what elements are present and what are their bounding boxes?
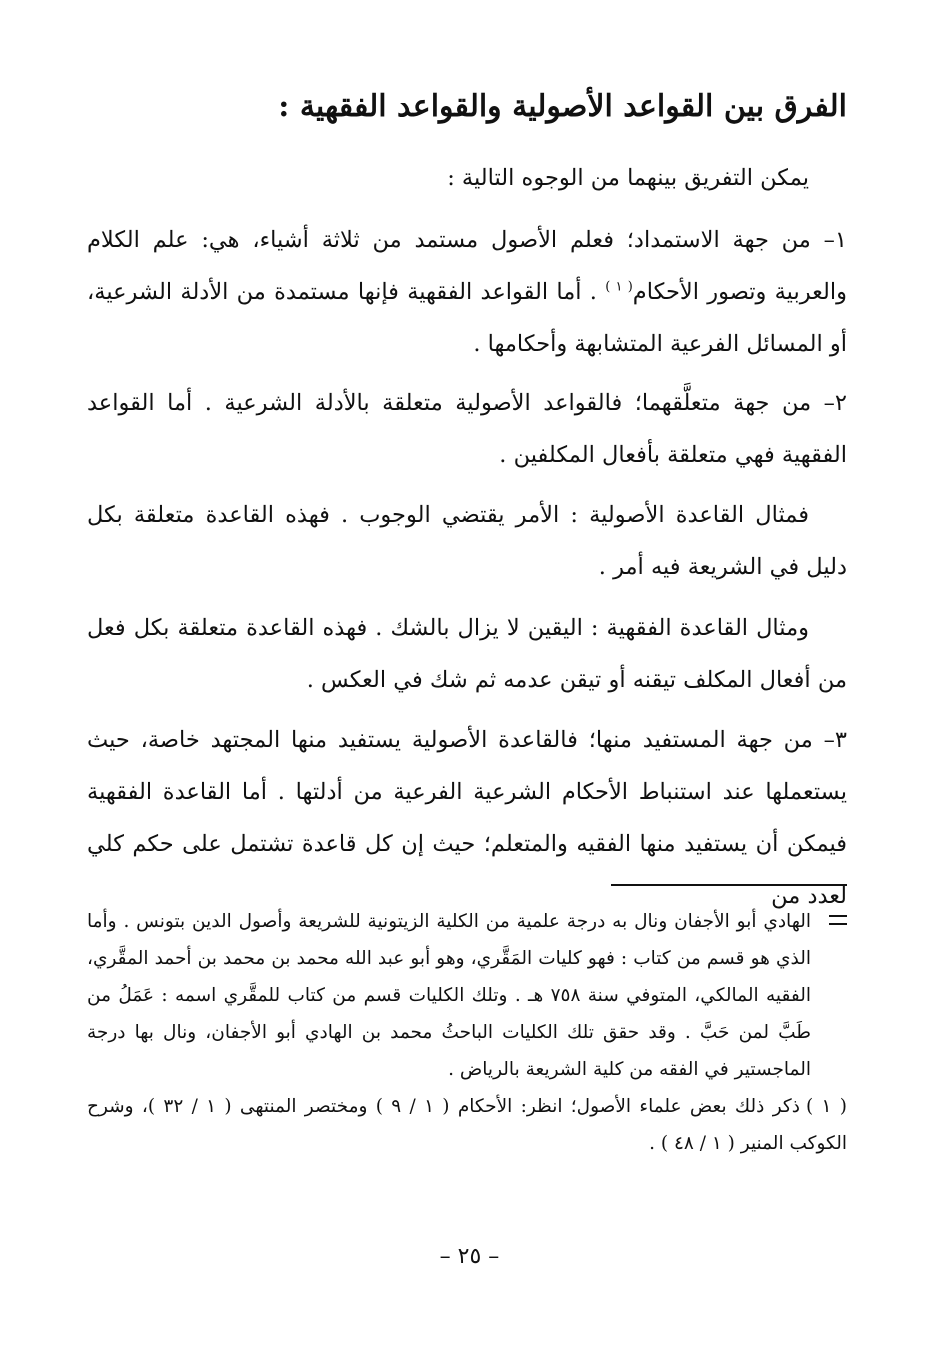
example-usuli-paragraph: فمثال القاعدة الأصولية : الأمر يقتضي الوجوب . فهذه القاعدة متعلقة بكل دليل في الشريعة فيه أمر . — [87, 502, 847, 580]
footnote-separator — [611, 884, 847, 886]
point-1-text-start: ١– من جهة الاستمداد؛ فعلم الأصول مستمد من ثلاثة أشياء، هي: علم الكلام والعربية وتصور الأحكام — [87, 227, 847, 305]
point-3-paragraph: ٣– من جهة المستفيد منها؛ فالقاعدة الأصولية يستفيد منها المجتهد خاصة، حيث يستعملها عند استنباط الأحكام الشرعية الفرعية من أدلتها . أما القاعدة الفقهية فيمكن أن يستفيد منها الفقيه والمتعلم؛ حيث إن كل قاعدة تشتمل على حكم كلي لعدد من — [87, 727, 847, 909]
point-1-paragraph — [87, 214, 847, 370]
footnote-continuation — [87, 903, 847, 1088]
footnote-continuation-text: الهادي أبو الأجفان ونال به درجة علمية من الكلية الزيتونية للشريعة وأصول الدين بتونس . وأما الذي هو قسم من كتاب : فهو كليات المَقَّري، وهو أبو عبد الله محمد بن محمد بن أحمد المقَّري، الفقيه المالكي، المتوفي سنة ٧٥٨ هـ . وتلك الكليات قسم من كتاب للمقَّري اسمه : عَمَلُ من طَبَّ لمن حَبَّ . وقد حقق تلك الكليات الباحثُ محمد بن الهادي أبو الأجفان، ونال بها درجة الماجستير في الفقه من كلية الشريعة بالرياض . — [87, 911, 811, 1080]
footnote-marker-1[interactable]: ( ١ ) — [605, 279, 633, 295]
point-1-text-end: . أما القواعد الفقهية فإنها مستمدة من الأدلة الشرعية، أو المسائل الفرعية المتشابهة وأحكامها . — [87, 279, 847, 357]
footnotes-section — [87, 903, 847, 1162]
intro-paragraph: يمكن التفريق بينهما من الوجوه التالية : — [447, 165, 809, 191]
footnote-1-number: ( ١ ) — [805, 1096, 847, 1117]
section-heading: الفرق بين القواعد الأصولية والقواعد الفقهية : — [278, 89, 847, 124]
example-fiqhi-paragraph: ومثال القاعدة الفقهية : اليقين لا يزال بالشك . فهذه القاعدة متعلقة بكل فعل من أفعال المكلف تيقنه أو تيقن عدمه ثم شك في العكس . — [87, 615, 847, 693]
footnote-1-text: ذكر ذلك بعض علماء الأصول؛ انظر: الأحكام ( ١ / ٩ ) ومختصر المنتهى ( ١ / ٣٢ )، وشرح الكوكب المنير ( ١ / ٤٨ ) . — [87, 1096, 847, 1154]
point-2-paragraph: ٢– من جهة متعلَّقهما؛ فالقواعد الأصولية متعلقة بالأدلة الشرعية . أما القواعد الفقهية فهي متعلقة بأفعال المكلفين . — [87, 390, 847, 468]
continuation-mark-icon — [829, 915, 847, 925]
footnote-1 — [87, 1088, 847, 1162]
page-number: – ٢٥ – — [439, 1244, 500, 1269]
